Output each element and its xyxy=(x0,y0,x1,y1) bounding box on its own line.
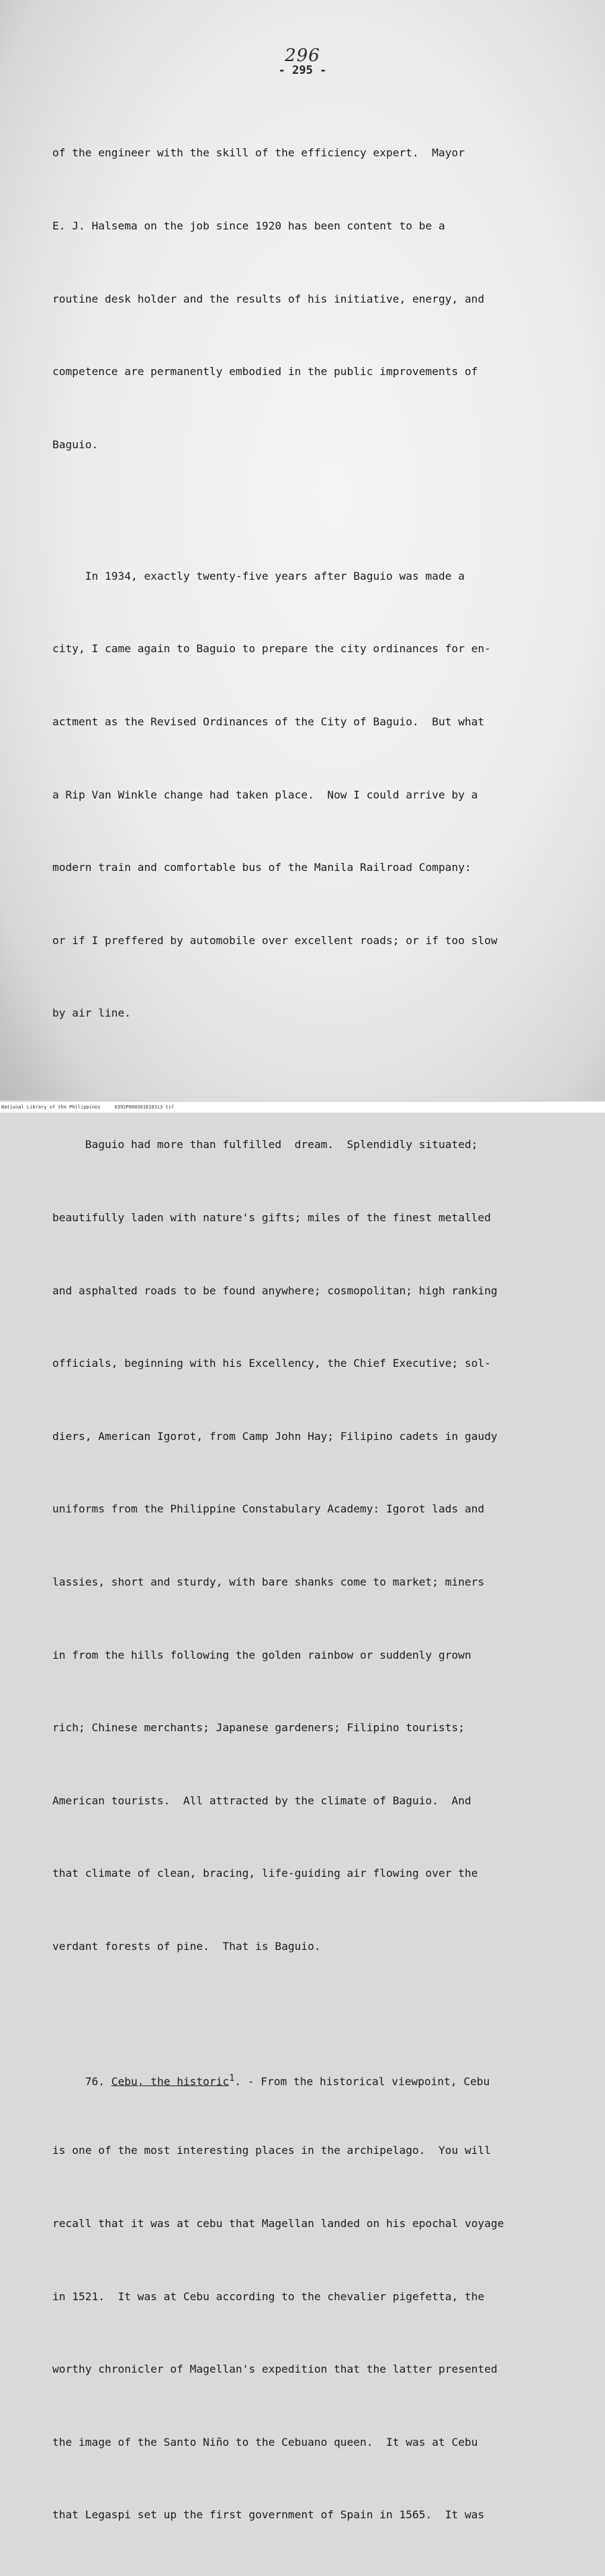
text-line: rich; Chinese merchants; Japanese gardeners; Filipino tourists; xyxy=(52,1721,465,1735)
text-line: lassies, short and sturdy, with bare shanks come to market; miners xyxy=(52,1575,485,1588)
text-line: routine desk holder and the results of his initiative, energy, and xyxy=(52,292,485,305)
text-line: verdant forests of pine. That is Baguio. xyxy=(52,1939,321,1953)
text-line: city, I came again to Baguio to prepare the city ordinances for en- xyxy=(52,642,491,656)
text-line: E. J. Halsema on the job since 1920 has been content to be a xyxy=(52,219,445,232)
text-line: American tourists. All attracted by the climate of Baguio. And xyxy=(52,1794,471,1807)
text-line: or if I preffered by automobile over excellent roads; or if too slow xyxy=(52,933,498,947)
paragraph-gap xyxy=(52,2007,590,2017)
body-text xyxy=(52,93,590,2576)
text-line: competence are permanently embodied in the public improvements of xyxy=(52,365,478,378)
text-line: in from the hills following the golden rainbow or suddenly grown xyxy=(52,1648,471,1661)
paragraph-gap xyxy=(52,1074,590,1084)
text-line: and asphalted roads to be found anywhere; cosmopolitan; high ranking xyxy=(52,1284,498,1297)
section-number: 76. xyxy=(85,2075,105,2088)
section-intro: . - From the historical viewpoint, Cebu xyxy=(234,2075,490,2088)
page-number xyxy=(0,47,605,77)
scan-footer: National Library of the Philippines 0392P000301810313 tif xyxy=(0,1102,605,1113)
text-line: officials, beginning with his Excellency, the Chief Executive; sol- xyxy=(52,1357,491,1370)
text-line: worthy chronicler of Magellan's expedition that the latter presented xyxy=(52,2363,498,2376)
text-line: the image of the Santo Niño to the Cebuano queen. It was at Cebu xyxy=(52,2435,478,2449)
text-line: modern train and comfortable bus of the Manila Railroad Company: xyxy=(52,861,471,874)
text-line: beautifully laden with nature's gifts; miles of the finest metalled xyxy=(52,1210,491,1224)
paragraph-gap xyxy=(52,505,590,515)
section-heading-line xyxy=(52,2066,590,2090)
text-line: is one of the most interesting places in the archipelago. You will xyxy=(52,2144,491,2157)
text-line: actment as the Revised Ordinances of the City of Baguio. But what xyxy=(52,715,485,728)
text-line: a Rip Van Winkle change had taken place. Now I could arrive by a xyxy=(52,788,478,801)
text-line: by air line. xyxy=(52,1007,131,1020)
footnote-mark: 1 xyxy=(229,2072,235,2083)
text-line: recall that it was at cebu that Magellan landed on his epochal voyage xyxy=(52,2217,504,2230)
text-line: Baguio. xyxy=(52,437,99,451)
text-line: Baguio had more than fulfilled dream. Splendidly situated; xyxy=(52,1138,478,1151)
text-line: diers, American Igorot, from Camp John Hay; Filipino cadets in gaudy xyxy=(52,1429,498,1443)
handwritten-page-number: 296 xyxy=(285,46,320,66)
typed-page-number: - 295 - xyxy=(278,64,327,78)
text-line: In 1934, exactly twenty-five years after Baguio was made a xyxy=(52,569,465,582)
text-line: of the engineer with the skill of the efficiency expert. Mayor xyxy=(52,146,465,160)
text-line: that Legaspi set up the first government of Spain in 1565. It was xyxy=(52,2508,485,2522)
text-line: uniforms from the Philippine Constabulary Academy: Igorot lads and xyxy=(52,1502,485,1516)
section-title: Cebu, the historic xyxy=(111,2075,230,2088)
text-line: in 1521. It was at Cebu according to the chevalier pigefetta, the xyxy=(52,2289,485,2303)
text-line: that climate of clean, bracing, life-guiding air flowing over the xyxy=(52,1867,478,1880)
